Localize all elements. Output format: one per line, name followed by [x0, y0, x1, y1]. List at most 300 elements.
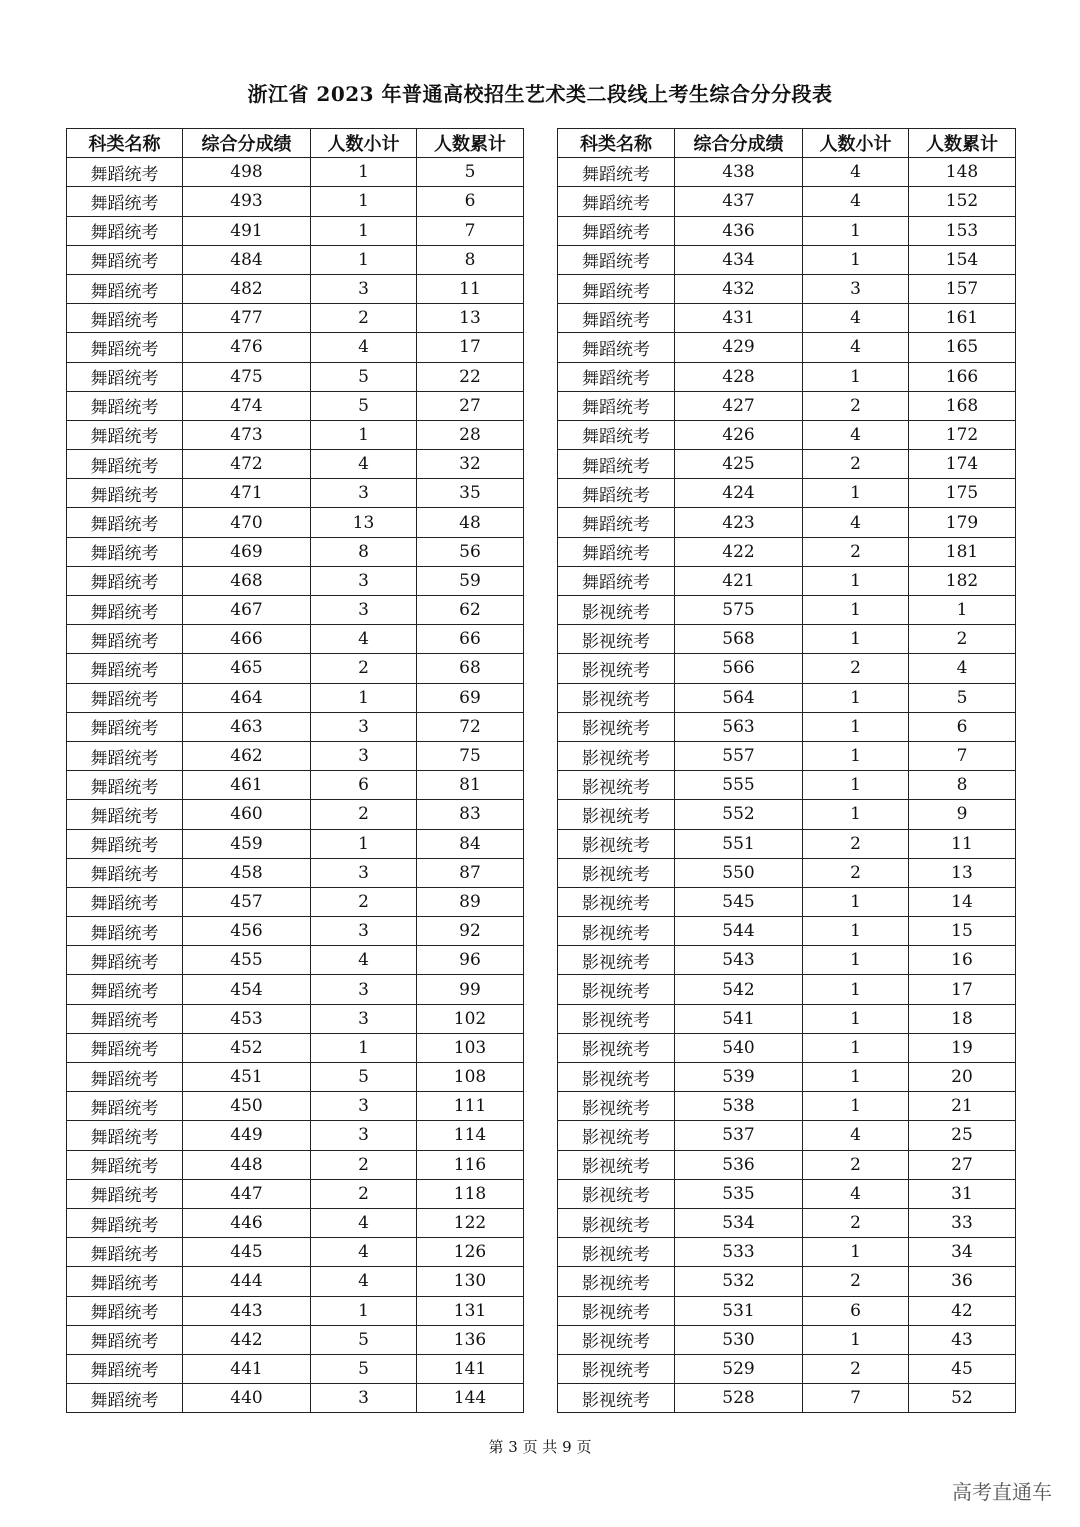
cell-score: 563	[675, 712, 803, 741]
cell-category: 舞蹈统考	[67, 391, 183, 420]
cell-score: 543	[675, 946, 803, 975]
table-row	[558, 858, 1016, 887]
cell-cumulative: 13	[417, 304, 524, 333]
cell-count: 4	[803, 187, 909, 216]
cell-score: 475	[183, 362, 311, 391]
cell-score: 452	[183, 1033, 311, 1062]
cell-score: 448	[183, 1150, 311, 1179]
cell-category: 舞蹈统考	[67, 887, 183, 916]
cell-cumulative: 7	[417, 216, 524, 245]
cell-score: 491	[183, 216, 311, 245]
cell-category: 舞蹈统考	[67, 333, 183, 362]
table-row	[558, 596, 1016, 625]
cell-count: 3	[311, 917, 417, 946]
table-row	[67, 391, 524, 420]
cell-cumulative: 43	[909, 1325, 1016, 1354]
cell-category: 舞蹈统考	[558, 187, 675, 216]
cell-score: 544	[675, 917, 803, 946]
table-row	[67, 712, 524, 741]
cell-cumulative: 89	[417, 887, 524, 916]
cell-score: 447	[183, 1179, 311, 1208]
cell-cumulative: 16	[909, 946, 1016, 975]
table-row	[558, 537, 1016, 566]
cell-cumulative: 62	[417, 596, 524, 625]
cell-category: 舞蹈统考	[67, 304, 183, 333]
cell-cumulative: 92	[417, 917, 524, 946]
cell-count: 4	[311, 946, 417, 975]
cell-category: 舞蹈统考	[67, 1063, 183, 1092]
table-row	[67, 683, 524, 712]
table-row	[558, 741, 1016, 770]
cell-count: 2	[311, 800, 417, 829]
table-row	[558, 1238, 1016, 1267]
cell-score: 446	[183, 1208, 311, 1237]
cell-cumulative: 2	[909, 625, 1016, 654]
cell-category: 舞蹈统考	[67, 771, 183, 800]
table-row	[67, 420, 524, 449]
cell-category: 舞蹈统考	[558, 274, 675, 303]
cell-cumulative: 69	[417, 683, 524, 712]
cell-score: 482	[183, 274, 311, 303]
cell-cumulative: 96	[417, 946, 524, 975]
cell-count: 4	[803, 333, 909, 362]
table-row	[558, 566, 1016, 595]
cell-cumulative: 14	[909, 887, 1016, 916]
cell-score: 437	[675, 187, 803, 216]
cell-category: 舞蹈统考	[67, 1033, 183, 1062]
cell-category: 舞蹈统考	[67, 245, 183, 274]
cell-count: 4	[311, 1267, 417, 1296]
cell-score: 427	[675, 391, 803, 420]
score-table-left	[66, 128, 524, 1413]
cell-count: 1	[803, 596, 909, 625]
table-row	[558, 450, 1016, 479]
cell-category: 舞蹈统考	[558, 333, 675, 362]
cell-count: 1	[803, 1033, 909, 1062]
table-row	[67, 858, 524, 887]
page-title: 浙江省 2023 年普通高校招生艺术类二段线上考生综合分分段表	[247, 82, 833, 106]
cell-cumulative: 5	[909, 683, 1016, 712]
cell-category: 舞蹈统考	[67, 858, 183, 887]
cell-score: 443	[183, 1296, 311, 1325]
cell-cumulative: 182	[909, 566, 1016, 595]
cell-category: 舞蹈统考	[67, 1384, 183, 1413]
table-row	[67, 1063, 524, 1092]
cell-cumulative: 179	[909, 508, 1016, 537]
header-category: 科类名称	[67, 129, 183, 158]
header-count: 人数小计	[803, 129, 909, 158]
cell-count: 1	[311, 245, 417, 274]
table-row	[67, 333, 524, 362]
table-row	[558, 1267, 1016, 1296]
header-score: 综合分成绩	[183, 129, 311, 158]
cell-category: 舞蹈统考	[67, 712, 183, 741]
cell-category: 舞蹈统考	[67, 1238, 183, 1267]
cell-score: 540	[675, 1033, 803, 1062]
cell-score: 566	[675, 654, 803, 683]
header-category: 科类名称	[558, 129, 675, 158]
cell-category: 影视统考	[558, 1238, 675, 1267]
table-row	[558, 1063, 1016, 1092]
cell-score: 557	[675, 741, 803, 770]
cell-category: 影视统考	[558, 887, 675, 916]
cell-cumulative: 36	[909, 1267, 1016, 1296]
table-row	[558, 712, 1016, 741]
cell-score: 575	[675, 596, 803, 625]
cell-count: 5	[311, 1325, 417, 1354]
cell-count: 1	[803, 1004, 909, 1033]
cell-score: 454	[183, 975, 311, 1004]
cell-category: 舞蹈统考	[67, 1296, 183, 1325]
cell-count: 2	[311, 887, 417, 916]
cell-count: 2	[803, 829, 909, 858]
cell-cumulative: 31	[909, 1179, 1016, 1208]
cell-cumulative: 157	[909, 274, 1016, 303]
cell-cumulative: 144	[417, 1384, 524, 1413]
cell-score: 444	[183, 1267, 311, 1296]
cell-cumulative: 168	[909, 391, 1016, 420]
table-row	[558, 1121, 1016, 1150]
cell-cumulative: 25	[909, 1121, 1016, 1150]
cell-cumulative: 33	[909, 1208, 1016, 1237]
cell-category: 舞蹈统考	[67, 362, 183, 391]
cell-cumulative: 59	[417, 566, 524, 595]
cell-count: 3	[311, 741, 417, 770]
cell-score: 442	[183, 1325, 311, 1354]
cell-category: 影视统考	[558, 1354, 675, 1383]
cell-cumulative: 8	[909, 771, 1016, 800]
cell-score: 532	[675, 1267, 803, 1296]
cell-score: 551	[675, 829, 803, 858]
cell-score: 538	[675, 1092, 803, 1121]
cell-category: 影视统考	[558, 975, 675, 1004]
table-row	[67, 596, 524, 625]
table-row	[558, 975, 1016, 1004]
cell-cumulative: 84	[417, 829, 524, 858]
cell-count: 2	[803, 654, 909, 683]
header-count: 人数小计	[311, 129, 417, 158]
cell-count: 6	[803, 1296, 909, 1325]
cell-category: 影视统考	[558, 1092, 675, 1121]
cell-count: 3	[311, 858, 417, 887]
cell-count: 4	[803, 420, 909, 449]
cell-count: 1	[803, 887, 909, 916]
cell-score: 466	[183, 625, 311, 654]
table-row	[67, 771, 524, 800]
table-row	[67, 946, 524, 975]
cell-cumulative: 27	[909, 1150, 1016, 1179]
cell-score: 534	[675, 1208, 803, 1237]
cell-count: 1	[803, 917, 909, 946]
table-row	[67, 625, 524, 654]
cell-count: 13	[311, 508, 417, 537]
cell-cumulative: 136	[417, 1325, 524, 1354]
cell-score: 564	[675, 683, 803, 712]
cell-score: 455	[183, 946, 311, 975]
table-row	[558, 683, 1016, 712]
cell-score: 528	[675, 1384, 803, 1413]
cell-count: 3	[311, 479, 417, 508]
table-row	[558, 1092, 1016, 1121]
cell-cumulative: 9	[909, 800, 1016, 829]
table-row	[67, 1150, 524, 1179]
cell-count: 3	[311, 566, 417, 595]
cell-score: 535	[675, 1179, 803, 1208]
cell-cumulative: 4	[909, 654, 1016, 683]
cell-cumulative: 103	[417, 1033, 524, 1062]
cell-cumulative: 15	[909, 917, 1016, 946]
table-row	[67, 800, 524, 829]
table-row	[558, 1296, 1016, 1325]
cell-category: 舞蹈统考	[558, 537, 675, 566]
table-row	[558, 1208, 1016, 1237]
cell-score: 474	[183, 391, 311, 420]
cell-count: 3	[803, 274, 909, 303]
cell-count: 2	[803, 1150, 909, 1179]
cell-category: 影视统考	[558, 1325, 675, 1354]
cell-category: 舞蹈统考	[67, 596, 183, 625]
table-row	[558, 1354, 1016, 1383]
table-row	[558, 1325, 1016, 1354]
cell-score: 458	[183, 858, 311, 887]
table-row	[558, 245, 1016, 274]
cell-category: 影视统考	[558, 917, 675, 946]
table-row	[558, 1033, 1016, 1062]
cell-category: 舞蹈统考	[67, 800, 183, 829]
cell-score: 451	[183, 1063, 311, 1092]
cell-category: 舞蹈统考	[67, 1004, 183, 1033]
cell-score: 449	[183, 1121, 311, 1150]
cell-count: 2	[311, 1179, 417, 1208]
cell-cumulative: 35	[417, 479, 524, 508]
cell-category: 舞蹈统考	[67, 479, 183, 508]
cell-score: 457	[183, 887, 311, 916]
cell-category: 影视统考	[558, 654, 675, 683]
cell-count: 3	[311, 712, 417, 741]
cell-cumulative: 42	[909, 1296, 1016, 1325]
cell-category: 舞蹈统考	[558, 216, 675, 245]
cell-score: 438	[675, 158, 803, 187]
cell-cumulative: 148	[909, 158, 1016, 187]
table-row	[67, 1092, 524, 1121]
cell-cumulative: 83	[417, 800, 524, 829]
cell-cumulative: 174	[909, 450, 1016, 479]
cell-count: 1	[311, 1033, 417, 1062]
cell-cumulative: 13	[909, 858, 1016, 887]
cell-cumulative: 102	[417, 1004, 524, 1033]
cell-category: 舞蹈统考	[67, 1267, 183, 1296]
cell-category: 影视统考	[558, 625, 675, 654]
cell-score: 445	[183, 1238, 311, 1267]
cell-cumulative: 66	[417, 625, 524, 654]
cell-score: 468	[183, 566, 311, 595]
table-row	[67, 887, 524, 916]
cell-cumulative: 141	[417, 1354, 524, 1383]
cell-count: 7	[803, 1384, 909, 1413]
cell-score: 531	[675, 1296, 803, 1325]
table-row	[67, 1384, 524, 1413]
cell-cumulative: 130	[417, 1267, 524, 1296]
cell-category: 舞蹈统考	[558, 304, 675, 333]
cell-cumulative: 19	[909, 1033, 1016, 1062]
cell-count: 1	[311, 420, 417, 449]
cell-category: 影视统考	[558, 1150, 675, 1179]
cell-count: 1	[311, 1296, 417, 1325]
table-row	[67, 362, 524, 391]
cell-count: 5	[311, 1063, 417, 1092]
table-body-right	[558, 158, 1016, 1413]
cell-count: 1	[311, 683, 417, 712]
cell-score: 568	[675, 625, 803, 654]
table-row	[67, 508, 524, 537]
table-row	[558, 800, 1016, 829]
cell-category: 舞蹈统考	[67, 946, 183, 975]
cell-count: 1	[803, 683, 909, 712]
cell-cumulative: 20	[909, 1063, 1016, 1092]
cell-cumulative: 17	[909, 975, 1016, 1004]
cell-cumulative: 172	[909, 420, 1016, 449]
cell-score: 426	[675, 420, 803, 449]
cell-category: 影视统考	[558, 800, 675, 829]
cell-category: 影视统考	[558, 1179, 675, 1208]
cell-category: 舞蹈统考	[67, 1208, 183, 1237]
cell-cumulative: 11	[417, 274, 524, 303]
cell-cumulative: 17	[417, 333, 524, 362]
cell-count: 2	[803, 858, 909, 887]
cell-category: 影视统考	[558, 1033, 675, 1062]
table-row	[558, 362, 1016, 391]
cell-category: 舞蹈统考	[67, 1179, 183, 1208]
cell-category: 舞蹈统考	[558, 508, 675, 537]
cell-category: 影视统考	[558, 683, 675, 712]
cell-score: 484	[183, 245, 311, 274]
cell-category: 舞蹈统考	[67, 158, 183, 187]
table-row	[67, 1208, 524, 1237]
cell-score: 441	[183, 1354, 311, 1383]
table-row	[67, 741, 524, 770]
cell-cumulative: 21	[909, 1092, 1016, 1121]
table-row	[558, 479, 1016, 508]
cell-cumulative: 126	[417, 1238, 524, 1267]
table-row	[67, 1033, 524, 1062]
cell-count: 5	[311, 362, 417, 391]
cell-category: 舞蹈统考	[558, 391, 675, 420]
cell-score: 434	[675, 245, 803, 274]
cell-category: 影视统考	[558, 741, 675, 770]
table-row	[67, 274, 524, 303]
cell-count: 2	[311, 304, 417, 333]
cell-category: 影视统考	[558, 1004, 675, 1033]
table-row	[558, 887, 1016, 916]
cell-cumulative: 116	[417, 1150, 524, 1179]
cell-cumulative: 34	[909, 1238, 1016, 1267]
cell-count: 3	[311, 1384, 417, 1413]
cell-category: 舞蹈统考	[67, 508, 183, 537]
cell-score: 529	[675, 1354, 803, 1383]
cell-cumulative: 27	[417, 391, 524, 420]
table-row	[558, 1384, 1016, 1413]
cell-category: 舞蹈统考	[67, 1092, 183, 1121]
cell-category: 影视统考	[558, 771, 675, 800]
cell-count: 1	[803, 245, 909, 274]
cell-score: 477	[183, 304, 311, 333]
cell-category: 舞蹈统考	[67, 975, 183, 1004]
cell-count: 4	[803, 304, 909, 333]
cell-category: 舞蹈统考	[558, 450, 675, 479]
table-row	[67, 1004, 524, 1033]
cell-category: 影视统考	[558, 946, 675, 975]
cell-count: 1	[803, 800, 909, 829]
cell-count: 6	[311, 771, 417, 800]
table-header-row	[67, 129, 524, 158]
table-row	[67, 158, 524, 187]
cell-cumulative: 7	[909, 741, 1016, 770]
cell-count: 1	[803, 1092, 909, 1121]
cell-score: 498	[183, 158, 311, 187]
header-cumulative: 人数累计	[909, 129, 1016, 158]
cell-category: 影视统考	[558, 1384, 675, 1413]
cell-score: 436	[675, 216, 803, 245]
cell-score: 467	[183, 596, 311, 625]
cell-cumulative: 118	[417, 1179, 524, 1208]
cell-cumulative: 161	[909, 304, 1016, 333]
cell-cumulative: 6	[417, 187, 524, 216]
cell-category: 影视统考	[558, 712, 675, 741]
cell-category: 舞蹈统考	[558, 566, 675, 595]
cell-score: 424	[675, 479, 803, 508]
cell-score: 464	[183, 683, 311, 712]
cell-category: 舞蹈统考	[67, 654, 183, 683]
cell-count: 1	[803, 946, 909, 975]
cell-score: 533	[675, 1238, 803, 1267]
cell-cumulative: 81	[417, 771, 524, 800]
cell-cumulative: 32	[417, 450, 524, 479]
cell-cumulative: 28	[417, 420, 524, 449]
cell-count: 1	[803, 479, 909, 508]
table-row	[67, 654, 524, 683]
cell-count: 2	[311, 1150, 417, 1179]
cell-count: 8	[311, 537, 417, 566]
cell-count: 1	[803, 1325, 909, 1354]
table-header-row	[558, 129, 1016, 158]
cell-count: 1	[803, 625, 909, 654]
cell-cumulative: 1	[909, 596, 1016, 625]
cell-score: 425	[675, 450, 803, 479]
table-row	[67, 304, 524, 333]
cell-score: 471	[183, 479, 311, 508]
cell-cumulative: 72	[417, 712, 524, 741]
cell-score: 469	[183, 537, 311, 566]
table-row	[67, 1179, 524, 1208]
cell-cumulative: 108	[417, 1063, 524, 1092]
cell-category: 舞蹈统考	[67, 566, 183, 595]
table-row	[67, 1238, 524, 1267]
table-row	[67, 537, 524, 566]
watermark: 高考直通车	[952, 1480, 1052, 1504]
table-row	[558, 304, 1016, 333]
cell-score: 462	[183, 741, 311, 770]
cell-category: 舞蹈统考	[67, 450, 183, 479]
cell-cumulative: 122	[417, 1208, 524, 1237]
cell-category: 影视统考	[558, 1296, 675, 1325]
cell-score: 473	[183, 420, 311, 449]
table-row	[558, 420, 1016, 449]
cell-score: 423	[675, 508, 803, 537]
table-row	[67, 1267, 524, 1296]
cell-category: 舞蹈统考	[67, 741, 183, 770]
cell-category: 舞蹈统考	[67, 625, 183, 654]
cell-count: 1	[803, 741, 909, 770]
